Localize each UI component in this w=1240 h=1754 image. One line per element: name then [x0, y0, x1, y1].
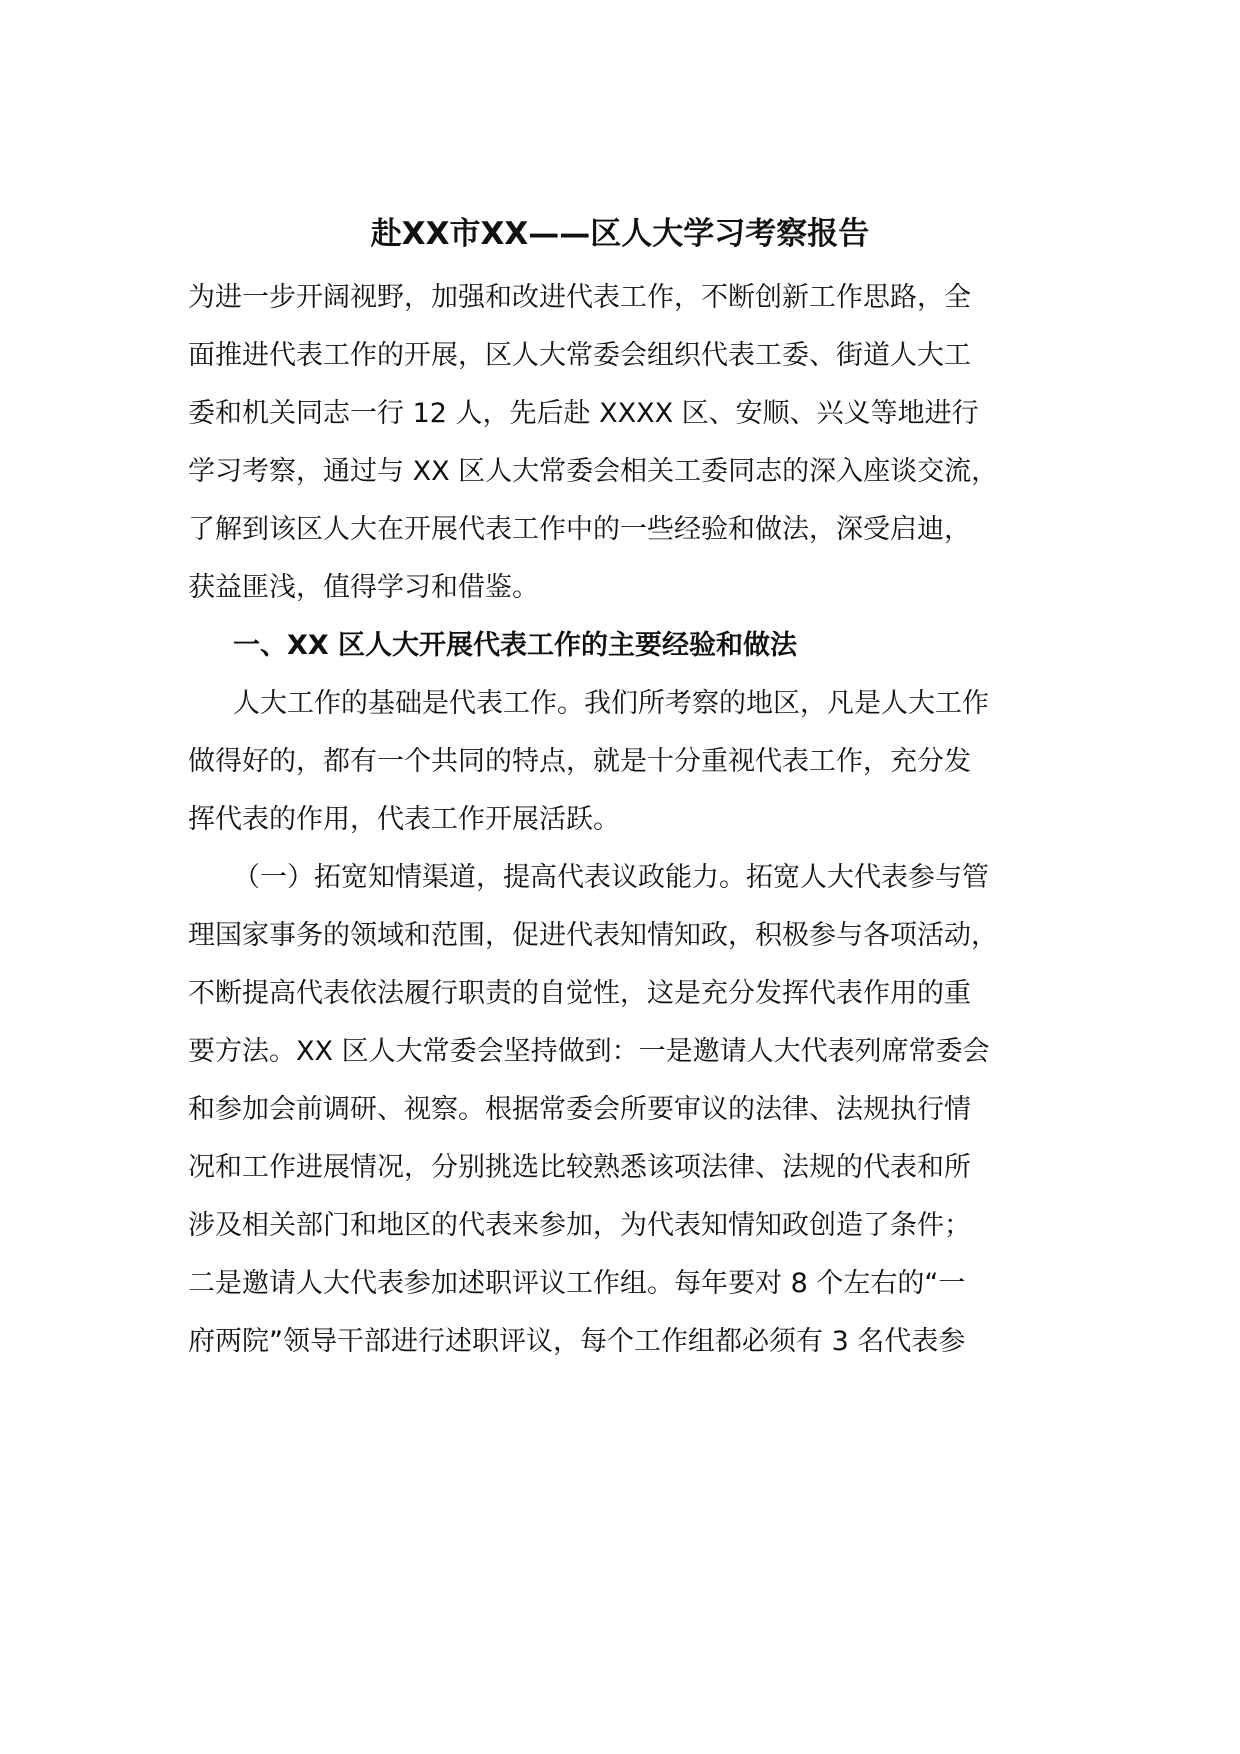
paragraph-line: 做得好的，都有一个共同的特点，就是十分重视代表工作，充分发 [188, 746, 971, 777]
paragraph-line: 为进一步开阔视野，加强和改进代表工作，不断创新工作思路，全 [188, 282, 971, 313]
section-heading: 一、XX 区人大开展代表工作的主要经验和做法 [233, 630, 798, 661]
paragraph-line: （一）拓宽知情渠道，提高代表议政能力。拓宽人大代表参与管 [233, 862, 989, 893]
paragraph-line: 理国家事务的领域和范围，促进代表知情知政，积极参与各项活动， [188, 920, 998, 951]
paragraph-line: 涉及相关部门和地区的代表来参加，为代表知情知政创造了条件； [188, 1210, 971, 1241]
paragraph-line: 不断提高代表依法履行职责的自觉性，这是充分发挥代表作用的重 [188, 978, 971, 1009]
paragraph-line: 况和工作进展情况，分别挑选比较熟悉该项法律、法规的代表和所 [188, 1152, 971, 1183]
paragraph-line: 和参加会前调研、视察。根据常委会所要审议的法律、法规执行情 [188, 1094, 971, 1125]
document-title: 赴XX市XX——区人大学习考察报告 [370, 216, 870, 252]
paragraph-line: 要方法。XX 区人大常委会坚持做到：一是邀请人大代表列席常委会 [188, 1036, 990, 1067]
paragraph-line: 府两院”领导干部进行述职评议，每个工作组都必须有 3 名代表参 [188, 1326, 966, 1357]
paragraph-line: 挥代表的作用，代表工作开展活跃。 [188, 804, 620, 835]
paragraph-line: 委和机关同志一行 12 人，先后赴 XXXX 区、安顺、兴义等地进行 [188, 398, 979, 429]
paragraph-line: 获益匪浅，值得学习和借鉴。 [188, 572, 539, 603]
paragraph-line: 二是邀请人大代表参加述职评议工作组。每年要对 8 个左右的“一 [188, 1268, 966, 1299]
paragraph-line: 学习考察，通过与 XX 区人大常委会相关工委同志的深入座谈交流， [188, 456, 999, 487]
paragraph-line: 人大工作的基础是代表工作。我们所考察的地区，凡是人大工作 [233, 688, 989, 719]
paragraph-line: 了解到该区人大在开展代表工作中的一些经验和做法，深受启迪， [188, 514, 971, 545]
paragraph-line: 面推进代表工作的开展，区人大常委会组织代表工委、街道人大工 [188, 340, 971, 371]
